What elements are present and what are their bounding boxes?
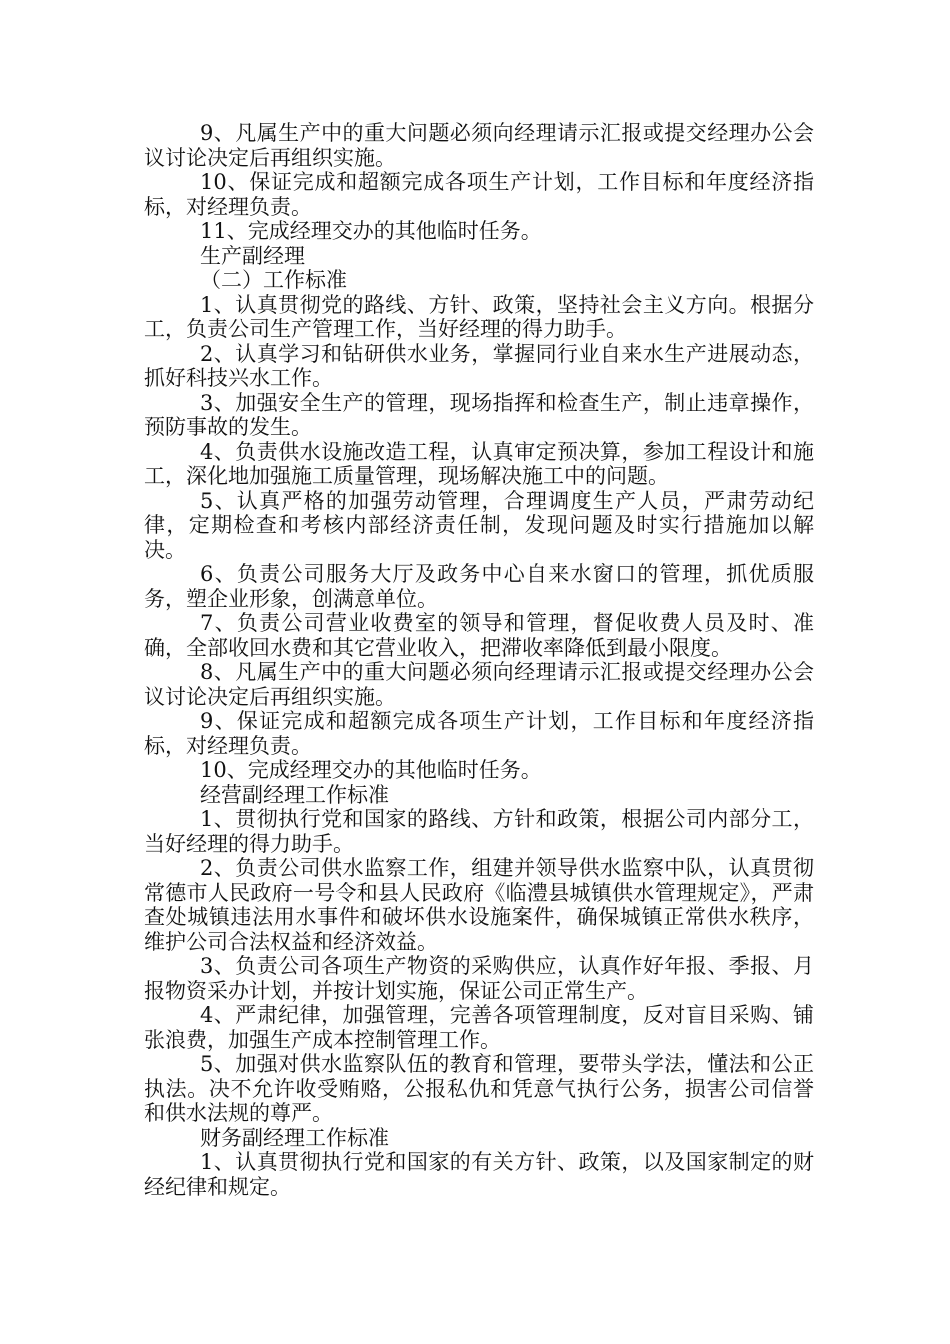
paragraph-item-2: 2、负责公司供水监察工作，组建并领导供水监察中队，认真贯彻常德市人民政府一号令和县人民政府《临澧县城镇供水管理规定》，严肃查处城镇违法用水事件和破坏供水设施案件，确保城镇正常供水秩序，维护公司合法权益和经济效益。 (144, 856, 814, 954)
paragraph-item-5: 5、认真严格的加强劳动管理，合理调度生产人员，严肃劳动纪律，定期检查和考核内部经济责任制，发现问题及时实行措施加以解决。 (144, 488, 814, 562)
paragraph-item-9: 9、保证完成和超额完成各项生产计划，工作目标和年度经济指标，对经理负责。 (144, 709, 814, 758)
paragraph-item-11-tasks: 11、完成经理交办的其他临时任务。 (200, 219, 542, 243)
paragraph-item-2: 2、认真学习和钻研供水业务，掌握同行业自来水生产进展动态，抓好科技兴水工作。 (144, 341, 814, 390)
paragraph-item-3: 3、负责公司各项生产物资的采购供应，认真作好年报、季报、月报物资采办计划，并按计划实施，保证公司正常生产。 (144, 954, 814, 1003)
paragraph-item-7: 7、负责公司营业收费室的领导和管理，督促收费人员及时、准确，全部收回水费和其它营业收入，把滞收率降低到最小限度。 (144, 611, 814, 660)
document-body (144, 121, 814, 1199)
paragraph-item-5: 5、加强对供水监察队伍的教育和管理，要带头学法，懂法和公正执法。决不允许收受贿赂，公报私仇和凭意气执行公务，损害公司信誉和供水法规的尊严。 (144, 1052, 814, 1125)
paragraph-item-1: 1、认真贯彻执行党和国家的有关方针、政策，以及国家制定的财经纪律和规定。 (144, 1150, 814, 1199)
paragraph-item-9-report: 9、凡属生产中的重大问题必须向经理请示汇报或提交经理办公会议讨论决定后再组织实施。 (144, 121, 814, 170)
paragraph-item-4: 4、负责供水设施改造工程，认真审定预决算，参加工程设计和施工，深化地加强施工质量管理，现场解决施工中的问题。 (144, 439, 814, 488)
paragraph-item-1: 1、认真贯彻党的路线、方针、政策，坚持社会主义方向。根据分工，负责公司生产管理工作，当好经理的得力助手。 (144, 292, 814, 341)
paragraph-item-6: 6、负责公司服务大厅及政务中心自来水窗口的管理，抓优质服务，塑企业形象，创满意单位。 (144, 562, 814, 611)
section-heading-finance-deputy: 财务副经理工作标准 (200, 1125, 389, 1150)
paragraph-item-10: 10、完成经理交办的其他临时任务。 (200, 758, 542, 782)
paragraph-item-1: 1、贯彻执行党和国家的路线、方针和政策，根据公司内部分工，当好经理的得力助手。 (144, 807, 814, 856)
section-heading-production-deputy: 生产副经理 (200, 243, 305, 268)
paragraph-item-8: 8、凡属生产中的重大问题必须向经理请示汇报或提交经理办公会议讨论决定后再组织实施。 (144, 660, 814, 709)
paragraph-item-4: 4、严肃纪律，加强管理，完善各项管理制度，反对盲目采购、铺张浪费，加强生产成本控制管理工作。 (144, 1003, 814, 1052)
paragraph-item-10-plan: 10、保证完成和超额完成各项生产计划，工作目标和年度经济指标，对经理负责。 (144, 170, 814, 219)
section-subheading-work-standard: （二）工作标准 (200, 268, 347, 292)
paragraph-item-3: 3、加强安全生产的管理，现场指挥和检查生产，制止违章操作，预防事故的发生。 (144, 390, 814, 439)
section-heading-business-deputy: 经营副经理工作标准 (200, 782, 389, 807)
